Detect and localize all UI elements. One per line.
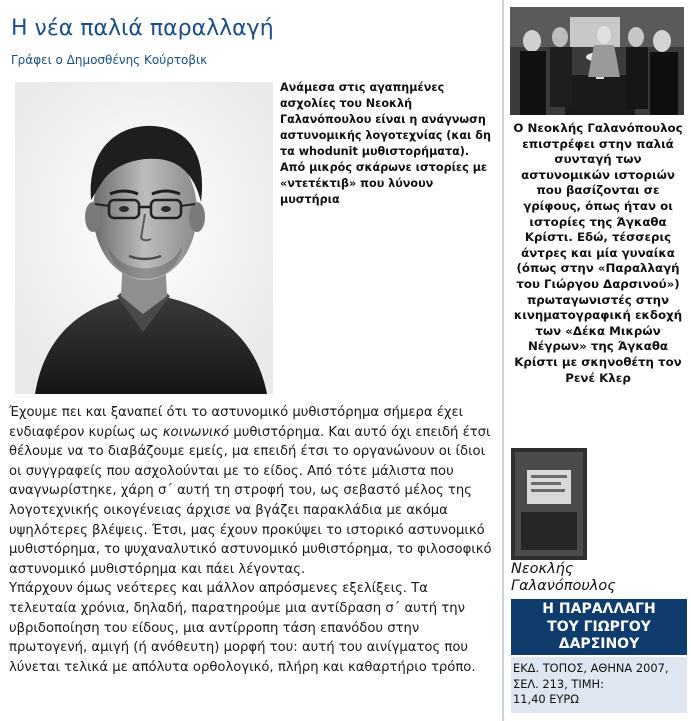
article-title: Η νέα παλιά παραλλαγή	[11, 16, 274, 41]
book-author-first-name: Νεοκλής	[511, 561, 574, 577]
book-title-box	[511, 599, 687, 655]
book-title-line-2: ΤΟΥ ΓΙΩΡΓΟΥ	[547, 618, 651, 635]
book-info-line-1: ΕΚΔ. ΤΟΠΟΣ, ΑΘΗΝΑ 2007,	[513, 661, 669, 675]
book-author	[511, 561, 687, 595]
paragraph-1-emphasis: κοινωνικό	[162, 424, 230, 440]
paragraph-1-end: μυθιστόρημα. Και αυτό όχι επειδή έτσι θέλουμε να το διαβάζουμε εμείς, μα επειδή έτσι το οργανώνουν οι ίδιοι οι συγγραφείς που ασχολούνται με το είδος. Από τότε μάλιστα που αναγνωρίστηκε, χάρη σ΄ αυτή τη στροφή του, ως σεβαστό μέλος της λογοτεχνικής οικογένειας άρχισε να βγάζει παρακλάδια με ακόμα υψηλότερες βλέψεις. Έτσι, μας έχουν προκύψει το ιστορικό αστυνομικό μυθιστόρημα, το ψυχαναλυτικό αστυνομικό μυθιστόρημα, το φιλοσοφικό αστυνομικό μυθιστόρημα και πάει λέγοντας.	[9, 424, 492, 577]
article-paragraph-1	[9, 403, 497, 579]
photo-caption: Ο Νεοκλής Γαλανόπουλος επιστρέφει στην παλιά συνταγή των αστυνομικών ιστοριών που βασίζονται σε γρίφους, όπως ήταν οι ιστορίες της Άγκαθα Κρίστι. Εδώ, τέσσερις άντρες και μία γυναίκα (όπως στην «Παραλλαγή του Γιώργου Δαρσινού») πρωταγωνιστές στην κινηματογραφική εκδοχή των «Δέκα Μικρών Νέγρων» της Άγκαθα Κρίστι με σκηνοθέτη τον Ρενέ Κλερ	[513, 121, 683, 385]
book-info-line-3: 11,40 ΕΥΡΩ	[513, 692, 579, 706]
paragraph-1-start: Έχουμε πει και ξαναπεί ότι το αστυνομικό μυθιστόρημα σήμερα έχει ενδιαφέρον κυρίως ως	[9, 405, 464, 440]
portrait-illustration	[15, 82, 273, 394]
author-portrait-photo	[15, 82, 273, 394]
book-publication-info	[511, 657, 687, 713]
film-still-photo	[510, 7, 684, 115]
book-cover-image	[511, 448, 587, 560]
book-info-line-2: ΣΕΛ. 213, ΤΙΜΗ:	[513, 676, 604, 691]
book-title-line-1: Η ΠΑΡΑΛΛΑΓΗ	[542, 601, 656, 617]
article-byline: Γράφει ο Δημοσθένης Κούρτοβικ	[11, 53, 208, 67]
column-divider	[502, 0, 504, 721]
article-body	[9, 403, 497, 677]
article-lead-text: Ανάμεσα στις αγαπημένες ασχολίες του Νεοκλή Γαλανόπουλου είναι η ανάγνωση αστυνομικής λογοτεχνίας (και δη τα whodunit μυθιστορήματα). Από μικρός σκάρωνε ιστορίες με «ντετέκτιβ» που λύνουν μυστήρια	[280, 81, 491, 206]
book-author-last-name: Γαλανόπουλος	[511, 578, 616, 594]
film-still-illustration	[510, 7, 684, 115]
book-cover-illustration	[511, 448, 587, 560]
book-title-line-3: ΔΑΡΣΙΝΟΥ	[558, 636, 640, 652]
article-paragraph-2: Υπάρχουν όμως νεότερες και μάλλον απρόσμενες εξελίξεις. Τα τελευταία χρόνια, δηλαδή, παρατηρούμε μια αντίδραση σ΄ αυτή την υβριδοποίηση του είδους, μια αντίρροπη τάση επανόδου στην πρωτογενή, αμιγή (ή ανόθευτη) μορφή του: αυτή του αινίγματος που λύνεται τελικά με απόλυτα ορθολογικό, πλήρη και καθαρτήριο τρόπο.	[9, 581, 476, 675]
